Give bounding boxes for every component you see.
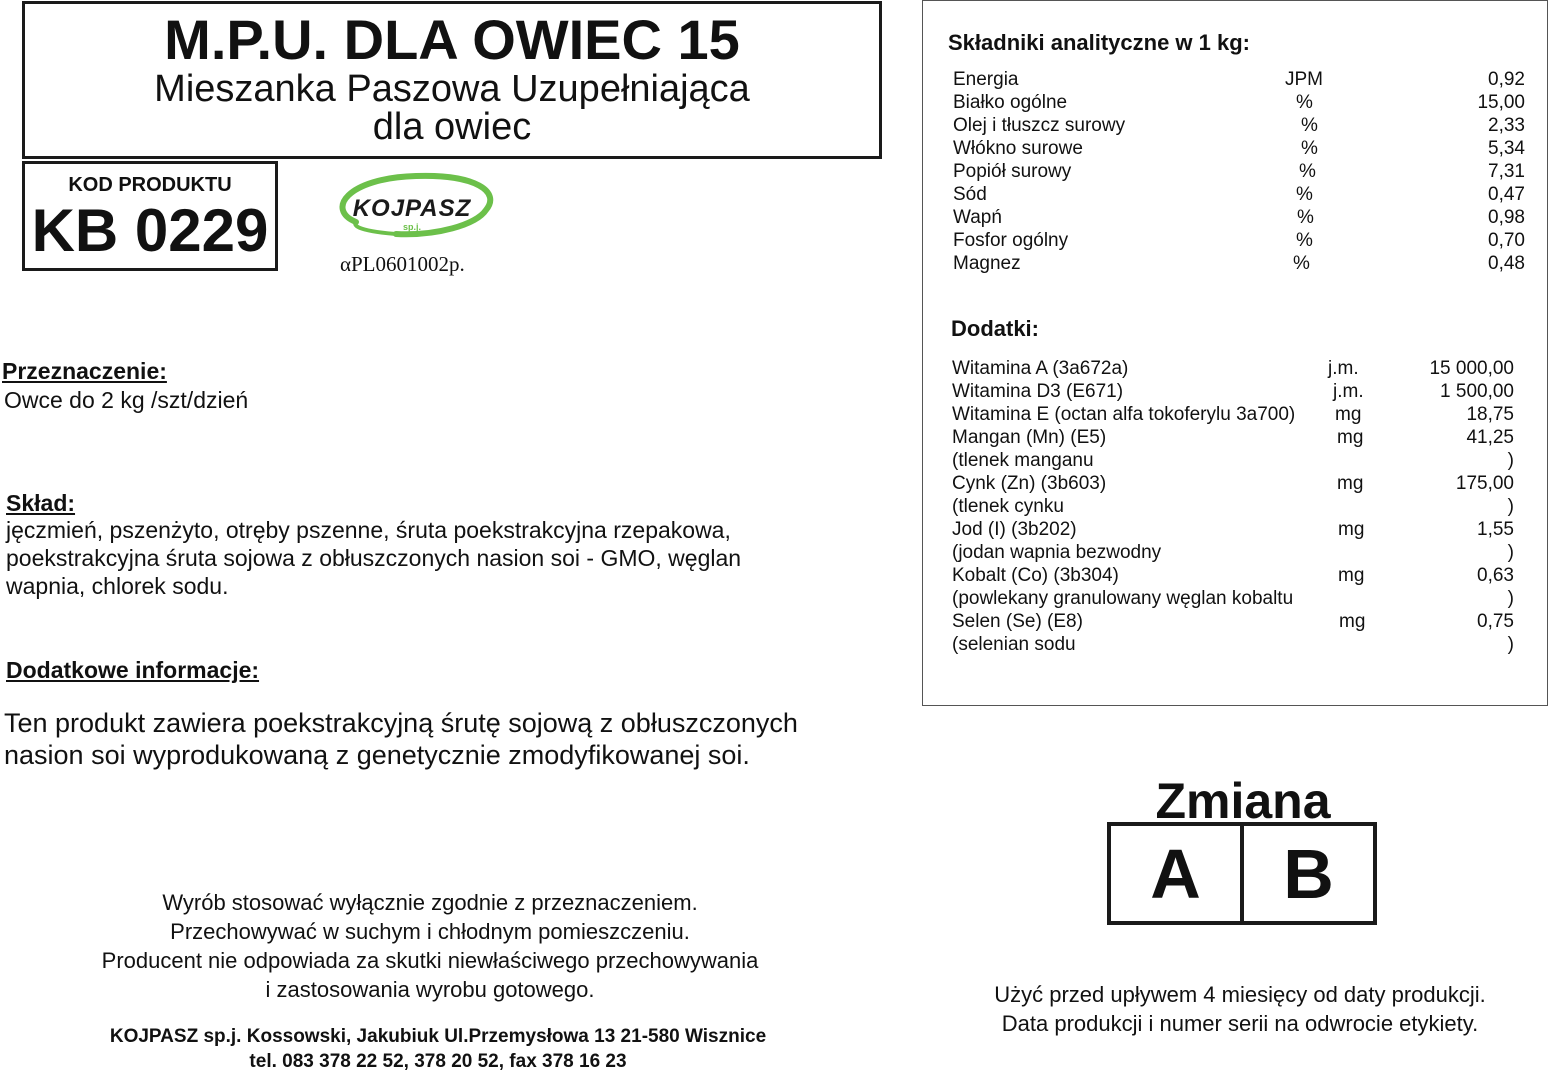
analytical-name: Popiół surowy <box>953 161 1072 182</box>
additive-value: 175,00 <box>1455 473 1514 494</box>
usage-note: Przechowywać w suchym i chłodnym pomieszczeniu. <box>170 919 690 944</box>
additive-unit: mg <box>1335 404 1362 425</box>
additive-name: (selenian sodu <box>952 634 1076 655</box>
analytical-row <box>923 253 1549 276</box>
analytical-unit: % <box>1296 92 1313 113</box>
kojpasz-logo <box>326 170 498 246</box>
additive-name: Witamina A (3a672a) <box>952 358 1129 379</box>
additive-unit: mg <box>1337 473 1364 494</box>
analytical-value: 0,92 <box>1488 69 1525 90</box>
producer-phone: tel. 083 378 22 52, 378 20 52, fax 378 16 23 <box>249 1051 627 1072</box>
additive-value: 15 000,00 <box>1429 358 1514 379</box>
additional-info-line: Ten produkt zawiera poekstrakcyjną śrutę sojową z obłuszczonych <box>4 708 798 738</box>
additive-value: ) <box>1507 588 1514 609</box>
additive-row <box>923 496 1549 519</box>
additive-name: (powlekany granulowany węglan kobaltu <box>952 588 1294 609</box>
product-subtitle-line2: dla owiec <box>372 106 532 148</box>
additive-name: (tlenek manganu <box>952 450 1094 471</box>
composition-line: wapnia, chlorek sodu. <box>6 573 229 599</box>
title-box <box>22 1 882 159</box>
additive-value: 0,75 <box>1477 611 1514 632</box>
additives-table <box>923 358 1549 660</box>
analytical-value: 15,00 <box>1477 92 1525 113</box>
analysis-panel <box>922 0 1548 706</box>
expiry-info <box>930 980 1549 1038</box>
logo-ring-icon <box>326 170 498 246</box>
expiry-line: Użyć przed upływem 4 miesięcy od daty produkcji. <box>994 982 1486 1007</box>
composition-line: jęczmień, pszenżyto, otręby pszenne, śruta poekstrakcyjna rzepakowa, <box>6 517 731 543</box>
producer-info <box>40 1024 836 1074</box>
additive-row <box>923 473 1549 496</box>
additive-name: Kobalt (Co) (3b304) <box>952 565 1119 586</box>
change-label: Zmiana <box>1155 773 1331 829</box>
composition-heading: Skład: <box>6 490 76 516</box>
analytical-row <box>923 230 1549 253</box>
analytical-unit: % <box>1296 230 1313 251</box>
additive-row <box>923 427 1549 450</box>
analytical-unit: % <box>1299 161 1316 182</box>
analytical-value: 0,47 <box>1488 184 1525 205</box>
additive-unit: mg <box>1338 519 1365 540</box>
analytical-name: Magnez <box>953 253 1021 274</box>
additive-value: 18,75 <box>1466 404 1514 425</box>
product-subtitle-line1: Mieszanka Paszowa Uzupełniająca <box>154 68 750 110</box>
analytical-value: 5,34 <box>1488 138 1525 159</box>
analytical-unit: % <box>1296 184 1313 205</box>
additive-row <box>923 519 1549 542</box>
analytical-row <box>923 184 1549 207</box>
analytical-unit: JPM <box>1285 69 1323 90</box>
additive-row <box>923 404 1549 427</box>
additive-value: 41,25 <box>1466 427 1514 448</box>
analytical-name: Olej i tłuszcz surowy <box>953 115 1126 136</box>
product-code-box <box>22 161 278 271</box>
analytical-unit: % <box>1297 207 1314 228</box>
additive-name: Selen (Se) (E8) <box>952 611 1083 632</box>
additive-value: ) <box>1507 450 1514 471</box>
analytical-unit: % <box>1301 115 1318 136</box>
change-option-a: A <box>1150 835 1201 913</box>
purpose-heading: Przeznaczenie: <box>2 358 167 384</box>
additive-unit: mg <box>1339 611 1366 632</box>
change-box <box>1107 822 1377 925</box>
additive-unit: mg <box>1337 427 1364 448</box>
analytical-row <box>923 69 1549 92</box>
change-option-b: B <box>1240 826 1373 921</box>
additive-name: (jodan wapnia bezwodny <box>952 542 1162 563</box>
additive-unit: mg <box>1338 565 1365 586</box>
additive-unit: j.m. <box>1333 381 1364 402</box>
composition-line: poekstrakcyjna śruta sojowa z obłuszczonych nasion soi - GMO, węglan <box>6 545 742 571</box>
analytical-row <box>923 92 1549 115</box>
purpose-text: Owce do 2 kg /szt/dzień <box>4 387 249 413</box>
additional-info-heading: Dodatkowe informacje: <box>6 657 260 683</box>
usage-note: Wyrób stosować wyłącznie zgodnie z przeznaczeniem. <box>162 890 698 915</box>
logo-suffix: sp.j. <box>402 222 422 232</box>
additive-row <box>923 358 1549 381</box>
usage-note: Producent nie odpowiada za skutki niewłaściwego przechowywania <box>101 948 759 973</box>
product-code-label: KOD PRODUKTU <box>68 174 232 196</box>
analytical-row <box>923 115 1549 138</box>
additive-value: ) <box>1507 542 1514 563</box>
additional-info-text <box>4 707 904 771</box>
analytical-name: Sód <box>953 184 987 205</box>
product-title: M.P.U. DLA OWIEC 15 <box>164 8 740 71</box>
analytical-row <box>923 138 1549 161</box>
additive-name: Witamina D3 (E671) <box>952 381 1124 402</box>
analytical-unit: % <box>1301 138 1318 159</box>
logo-brand: KOJPASZ <box>352 195 472 222</box>
additive-name: Witamina E (octan alfa tokoferylu 3a700) <box>952 404 1296 425</box>
additive-row <box>923 634 1549 657</box>
analytical-value: 7,31 <box>1488 161 1525 182</box>
additive-value: ) <box>1507 496 1514 517</box>
analytical-value: 2,33 <box>1488 115 1525 136</box>
usage-note: i zastosowania wyrobu gotowego. <box>265 977 595 1002</box>
additive-row <box>923 381 1549 404</box>
analytical-name: Energia <box>953 69 1019 90</box>
analytical-value: 0,48 <box>1488 253 1525 274</box>
expiry-line: Data produkcji i numer serii na odwrocie etykiety. <box>1001 1011 1479 1036</box>
producer-address: KOJPASZ sp.j. Kossowski, Jakubiuk Ul.Przemysłowa 13 21-580 Wisznice <box>109 1026 767 1047</box>
analytical-name: Wapń <box>953 207 1002 228</box>
composition-text <box>6 516 886 600</box>
analytical-row <box>923 161 1549 184</box>
additive-row <box>923 588 1549 611</box>
additive-row <box>923 450 1549 473</box>
additive-value: 1,55 <box>1477 519 1514 540</box>
additional-info-line: nasion soi wyprodukowaną z genetycznie zmodyfikowanej soi. <box>4 740 750 770</box>
additive-row <box>923 565 1549 588</box>
analytical-value: 0,98 <box>1488 207 1525 228</box>
analytical-value: 0,70 <box>1488 230 1525 251</box>
analytical-name: Włókno surowe <box>953 138 1083 159</box>
additive-name: Cynk (Zn) (3b603) <box>952 473 1107 494</box>
additive-name: (tlenek cynku <box>952 496 1064 517</box>
additive-value: ) <box>1507 634 1514 655</box>
analytical-unit: % <box>1293 253 1310 274</box>
additive-unit: j.m. <box>1328 358 1359 379</box>
additive-name: Mangan (Mn) (E5) <box>952 427 1107 448</box>
vet-number: αPL0601002p. <box>340 252 465 276</box>
analytical-table <box>923 69 1549 279</box>
additive-name: Jod (I) (3b202) <box>952 519 1077 540</box>
product-code-value: KB 0229 <box>31 197 269 264</box>
additive-row <box>923 542 1549 565</box>
analytical-name: Fosfor ogólny <box>953 230 1069 251</box>
additive-value: 1 500,00 <box>1440 381 1514 402</box>
additive-row <box>923 611 1549 634</box>
additive-value: 0,63 <box>1477 565 1514 586</box>
analytical-row <box>923 207 1549 230</box>
usage-notes <box>40 888 820 1004</box>
analytical-name: Białko ogólne <box>953 92 1068 113</box>
additives-heading: Dodatki: <box>951 316 1039 341</box>
analytical-heading: Składniki analityczne w 1 kg: <box>948 30 1250 55</box>
